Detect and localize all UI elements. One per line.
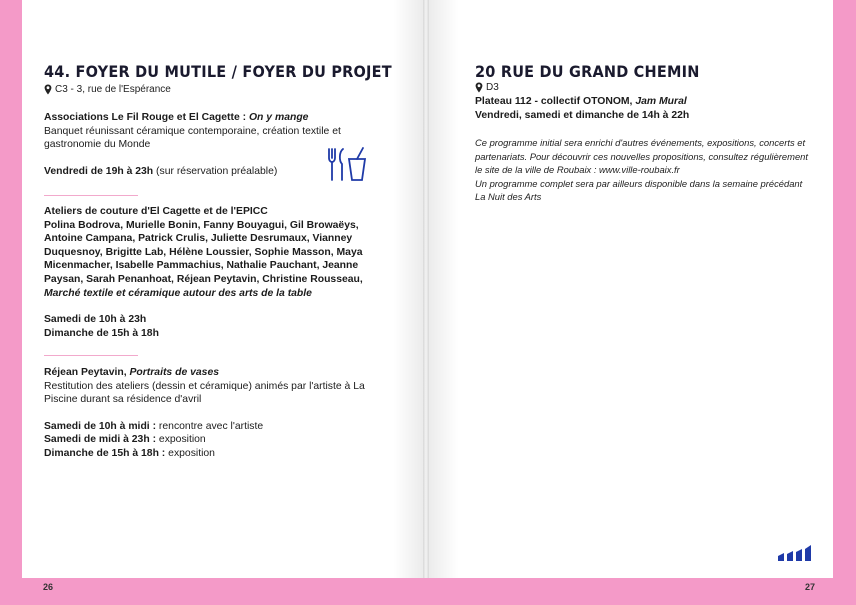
event-marche-textile (44, 205, 379, 340)
program-note (475, 136, 820, 204)
slot-time: Samedi de midi à 23h : (44, 434, 157, 446)
note-line: Un programme complet sera par ailleurs disponible dans la semaine précédant (475, 177, 803, 189)
note-line: partenariats. Pour découvrir ces nouvelles propositions, consultez régulièrement (475, 150, 808, 162)
event-time-note: (sur réservation préalable) (156, 165, 278, 177)
event-organizer: Ateliers de couture d'El Cagette et de l'EPICC (44, 206, 268, 217)
venue-location (475, 82, 499, 93)
artist-list: Polina Bodrova, Murielle Bonin, Fanny Bouyagui, Gil Browaëys, Antoine Campana, Patrick Crulis, Juliette Desrumaux, Vianney Duquesnoy, Brigitte Lab, Hélène Loussier, Sophie Masson, Maya Micenmacher, Isabelle Pammachius, Nathalie Pauchant, Jeanne Paysan, Sarah Penanhoat, Réjean Peytavin, Christine Rousseau, (44, 219, 363, 285)
event-time: Samedi de 10h à 23h (44, 314, 147, 326)
page-number: 27 (805, 582, 816, 592)
event-time: Vendredi de 19h à 23h (44, 165, 154, 177)
location-pin-icon (44, 84, 52, 95)
slot-time: Dimanche de 15h à 18h : (44, 447, 166, 459)
location-pin-icon (475, 82, 483, 93)
event-name: Marché textile et céramique autour des arts de la table (44, 287, 312, 299)
venue-title: 20 RUE DU GRAND CHEMIN (475, 64, 700, 82)
event-name: On y mange (248, 112, 309, 123)
event-organizer: Associations Le Fil Rouge et El Cagette : (44, 112, 247, 123)
event-jam-mural (475, 95, 815, 122)
event-organizer: Plateau 112 - collectif OTONOM, (475, 96, 633, 107)
slot-activity: exposition (168, 447, 215, 459)
event-time: Vendredi, samedi et dimanche de 14h à 22h (475, 109, 690, 121)
event-time: Dimanche de 15h à 18h (44, 327, 159, 339)
cutlery-drink-icon (326, 147, 368, 183)
location-text: C3 - 3, rue de l'Espérance (55, 84, 171, 95)
event-description: Banquet réunissant céramique contemporaine, création textile et gastronomie du Monde (44, 125, 341, 151)
slot-activity: exposition (158, 434, 206, 446)
note-line: La Nuit des Arts (475, 191, 542, 202)
page-number: 26 (43, 582, 54, 592)
slot-activity: rencontre avec l'artiste (158, 420, 264, 432)
venue-location (44, 84, 171, 95)
event-organizer: Réjean Peytavin, (44, 367, 127, 378)
venue-title: 44. FOYER DU MUTILE / FOYER DU PROJET (44, 64, 392, 82)
note-line: Ce programme initial sera enrichi d'autres événements, expositions, concerts et (475, 137, 806, 148)
separator-line (44, 355, 138, 356)
separator-line (44, 195, 138, 196)
event-portraits-de-vases (44, 366, 389, 461)
slot-time: Samedi de 10h à midi : (44, 420, 157, 432)
event-name: Portraits de vases (129, 367, 220, 378)
nuit-des-arts-logo (778, 545, 814, 562)
event-name: Jam Mural (635, 96, 687, 107)
note-line: le site de la ville de Roubaix : www.ville-roubaix.fr (475, 164, 680, 175)
event-description: Restitution des ateliers (dessin et céramique) animés par l'artiste à La Piscine durant sa résidence d'avril (44, 380, 365, 406)
location-text: D3 (486, 82, 499, 93)
